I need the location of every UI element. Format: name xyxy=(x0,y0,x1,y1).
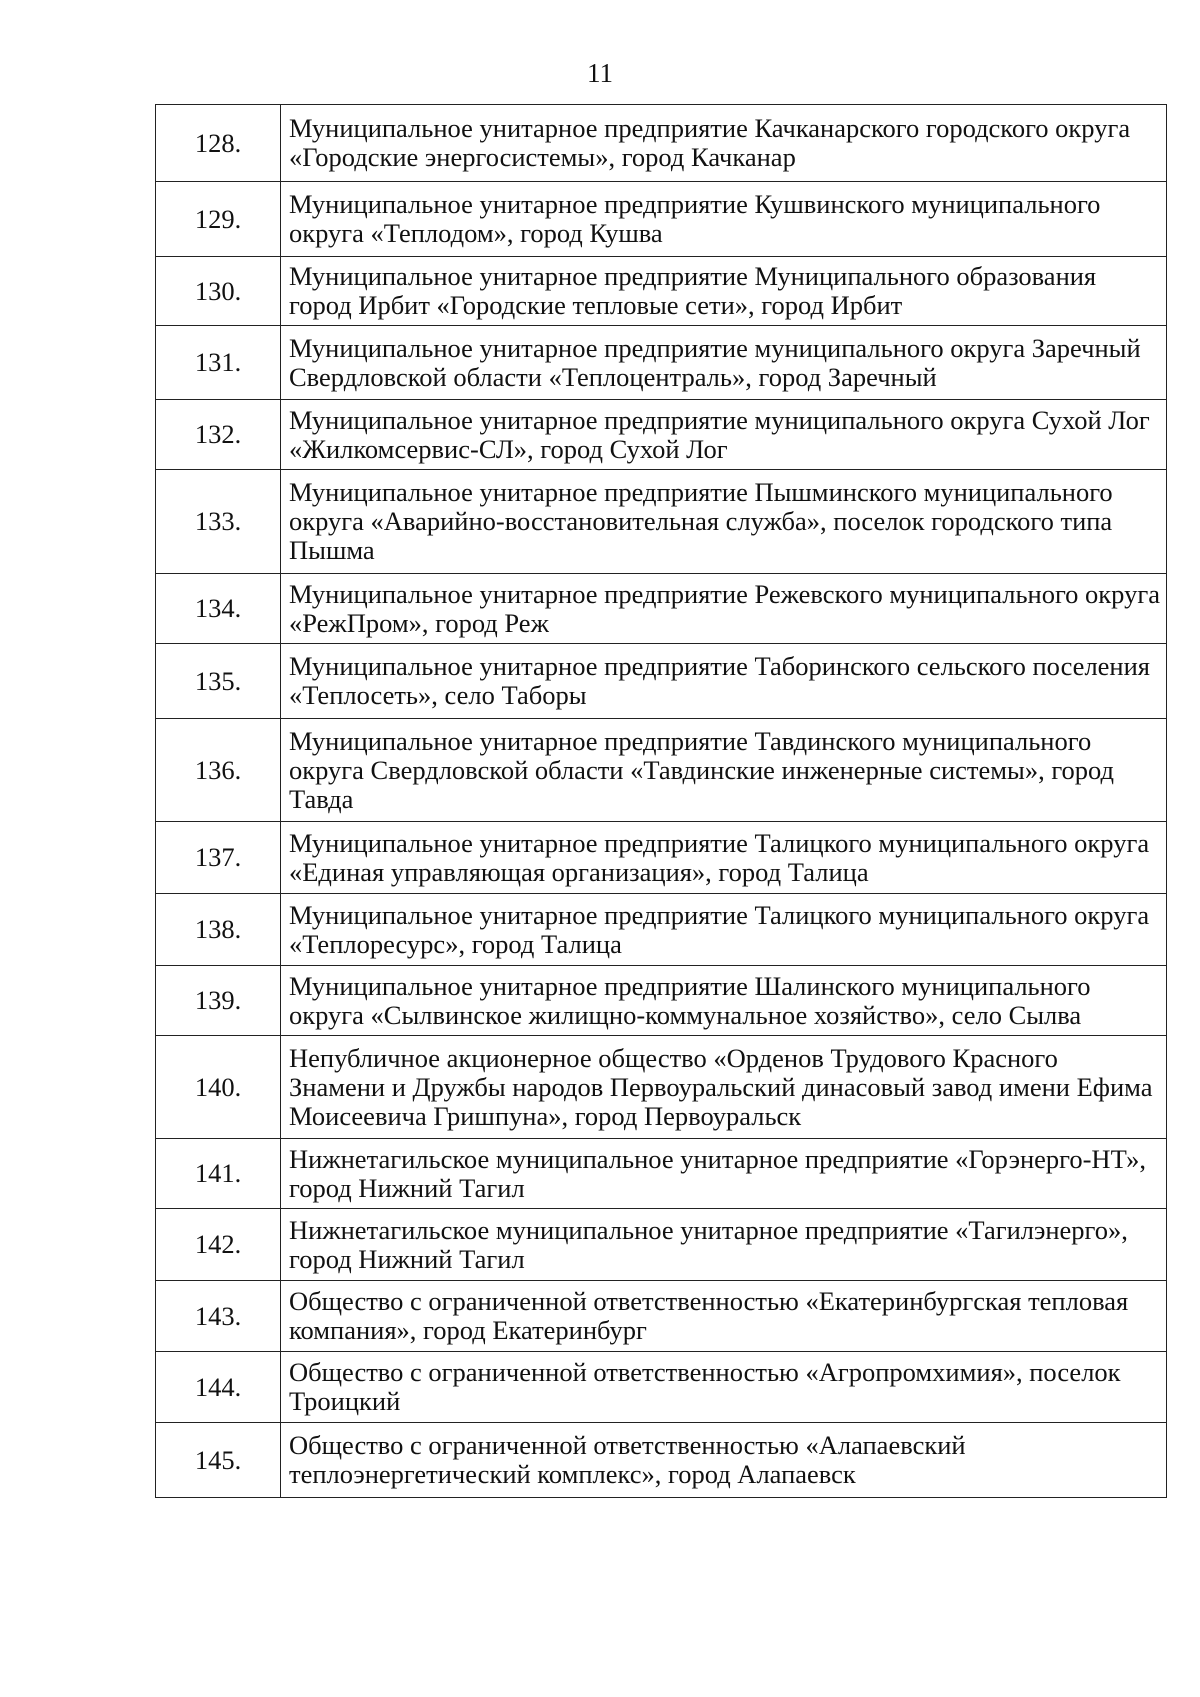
row-number: 128. xyxy=(156,105,281,182)
table-row xyxy=(156,1281,1167,1352)
table-row xyxy=(156,894,1167,966)
row-number: 134. xyxy=(156,574,281,644)
row-number: 141. xyxy=(156,1139,281,1209)
organization-name: Муниципальное унитарное предприятие Шалинского муниципального округа «Сылвинское жилищно-коммунальное хозяйство», село Сылва xyxy=(281,966,1167,1036)
table-row xyxy=(156,1209,1167,1281)
organization-name: Общество с ограниченной ответственностью «Екатеринбургская тепловая компания», город Екатеринбург xyxy=(281,1281,1167,1352)
organization-name: Нижнетагильское муниципальное унитарное предприятие «Тагилэнерго», город Нижний Тагил xyxy=(281,1209,1167,1281)
row-number: 144. xyxy=(156,1352,281,1423)
table-row xyxy=(156,822,1167,894)
row-number: 130. xyxy=(156,257,281,326)
row-number: 129. xyxy=(156,182,281,257)
organization-name: Муниципальное унитарное предприятие Режевского муниципального округа «РежПром», город Реж xyxy=(281,574,1167,644)
organization-name: Нижнетагильское муниципальное унитарное предприятие «Горэнерго-НТ», город Нижний Тагил xyxy=(281,1139,1167,1209)
organization-name: Общество с ограниченной ответственностью «Агропромхимия», поселок Троицкий xyxy=(281,1352,1167,1423)
organization-name: Муниципальное унитарное предприятие Таборинского сельского поселения «Теплосеть», село Таборы xyxy=(281,644,1167,719)
row-number: 142. xyxy=(156,1209,281,1281)
organization-name: Муниципальное унитарное предприятие Талицкого муниципального округа «Единая управляющая организация», город Талица xyxy=(281,822,1167,894)
table-row xyxy=(156,644,1167,719)
table-row xyxy=(156,1036,1167,1139)
row-number: 133. xyxy=(156,470,281,574)
table-row xyxy=(156,326,1167,400)
page-number: 11 xyxy=(587,58,613,88)
row-number: 145. xyxy=(156,1423,281,1498)
row-number: 140. xyxy=(156,1036,281,1139)
table-row xyxy=(156,400,1167,470)
table-row xyxy=(156,966,1167,1036)
row-number: 132. xyxy=(156,400,281,470)
row-number: 135. xyxy=(156,644,281,719)
row-number: 143. xyxy=(156,1281,281,1352)
organization-name: Муниципальное унитарное предприятие Качканарского городского округа «Городские энергосистемы», город Качканар xyxy=(281,105,1167,182)
table-row xyxy=(156,470,1167,574)
organization-name: Муниципальное унитарное предприятие муниципального округа Заречный Свердловской области «Теплоцентраль», город Заречный xyxy=(281,326,1167,400)
table-row xyxy=(156,257,1167,326)
organization-name: Муниципальное унитарное предприятие Тавдинского муниципального округа Свердловской области «Тавдинские инженерные системы», город Тавда xyxy=(281,719,1167,822)
row-number: 137. xyxy=(156,822,281,894)
row-number: 138. xyxy=(156,894,281,966)
row-number: 131. xyxy=(156,326,281,400)
table-row xyxy=(156,1423,1167,1498)
table-row xyxy=(156,574,1167,644)
organization-name: Муниципальное унитарное предприятие Кушвинского муниципального округа «Теплодом», город Кушва xyxy=(281,182,1167,257)
row-number: 136. xyxy=(156,719,281,822)
row-number: 139. xyxy=(156,966,281,1036)
organization-name: Муниципальное унитарное предприятие муниципального округа Сухой Лог «Жилкомсервис-СЛ», город Сухой Лог xyxy=(281,400,1167,470)
organization-name: Муниципальное унитарное предприятие Талицкого муниципального округа «Теплоресурс», город Талица xyxy=(281,894,1167,966)
table-row xyxy=(156,105,1167,182)
table-row xyxy=(156,719,1167,822)
organization-name: Общество с ограниченной ответственностью «Алапаевский теплоэнергетический комплекс», город Алапаевск xyxy=(281,1423,1167,1498)
table-row xyxy=(156,182,1167,257)
organization-name: Муниципальное унитарное предприятие Пышминского муниципального округа «Аварийно-восстановительная служба», поселок городского типа Пышма xyxy=(281,470,1167,574)
table-row xyxy=(156,1352,1167,1423)
organization-name: Непубличное акционерное общество «Орденов Трудового Красного Знамени и Дружбы народов Первоуральский динасовый завод имени Ефима Моисеевича Гришпуна», город Первоуральск xyxy=(281,1036,1167,1139)
table-row xyxy=(156,1139,1167,1209)
organization-name: Муниципальное унитарное предприятие Муниципального образования город Ирбит «Городские тепловые сети», город Ирбит xyxy=(281,257,1167,326)
organizations-table xyxy=(155,104,1167,1498)
